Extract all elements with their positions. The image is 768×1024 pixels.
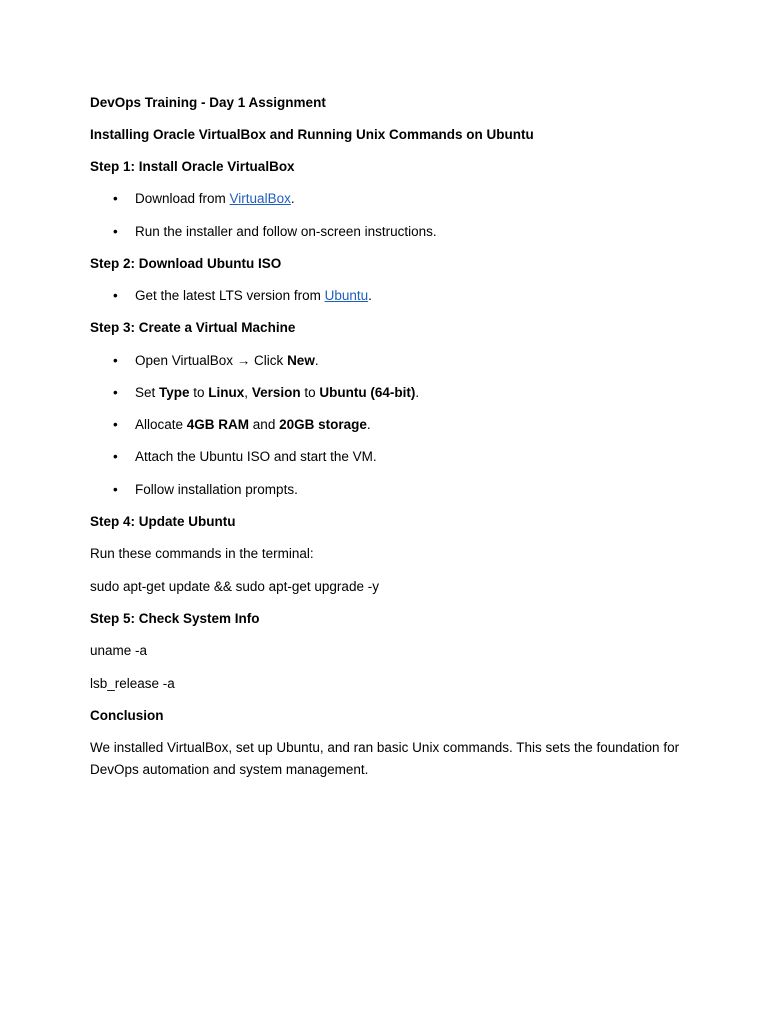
step1-heading: Step 1: Install Oracle VirtualBox	[90, 159, 295, 174]
step5-heading: Step 5: Check System Info	[90, 611, 260, 626]
bullet-icon: •	[113, 224, 118, 239]
ubuntu-link[interactable]: Ubuntu	[324, 288, 369, 303]
step1-bullet-installer: • Run the installer and follow on-screen instructions.	[113, 224, 437, 239]
bullet-icon: •	[113, 449, 118, 464]
step3-bullet-follow: • Follow installation prompts.	[113, 482, 298, 497]
step1-bullet-download: • Download from VirtualBox.	[113, 191, 295, 206]
step4-command: sudo apt-get update && sudo apt-get upgrade -y	[90, 579, 379, 594]
step4-intro: Run these commands in the terminal:	[90, 546, 314, 561]
step2-heading: Step 2: Download Ubuntu ISO	[90, 256, 282, 271]
conclusion-text: We installed VirtualBox, set up Ubuntu, and ran basic Unix commands. This sets the foundation for DevOps automation and system management.	[90, 740, 680, 777]
bullet-icon: •	[113, 191, 118, 206]
virtualbox-link[interactable]: VirtualBox	[229, 191, 291, 206]
document-title: DevOps Training - Day 1 Assignment	[90, 95, 326, 110]
step3-heading: Step 3: Create a Virtual Machine	[90, 320, 296, 335]
bullet-icon: •	[113, 353, 118, 368]
step4-heading: Step 4: Update Ubuntu	[90, 514, 236, 529]
step5-command-uname: uname -a	[90, 643, 148, 658]
step3-bullet-type: • Set Type to Linux, Version to Ubuntu (64-bit).	[113, 385, 420, 400]
bullet-icon: •	[113, 417, 118, 432]
document-subtitle: Installing Oracle VirtualBox and Running Unix Commands on Ubuntu	[90, 127, 534, 142]
step2-bullet-lts: • Get the latest LTS version from Ubuntu.	[113, 288, 372, 303]
step5-command-lsb: lsb_release -a	[90, 676, 175, 691]
step3-bullet-allocate: • Allocate 4GB RAM and 20GB storage.	[113, 417, 371, 432]
conclusion-heading: Conclusion	[90, 708, 164, 723]
step3-bullet-open: • Open VirtualBox → Click New.	[113, 353, 319, 368]
bullet-icon: •	[113, 385, 118, 400]
bullet-icon: •	[113, 482, 118, 497]
step3-bullet-attach: • Attach the Ubuntu ISO and start the VM.	[113, 449, 377, 464]
bullet-icon: •	[113, 288, 118, 303]
